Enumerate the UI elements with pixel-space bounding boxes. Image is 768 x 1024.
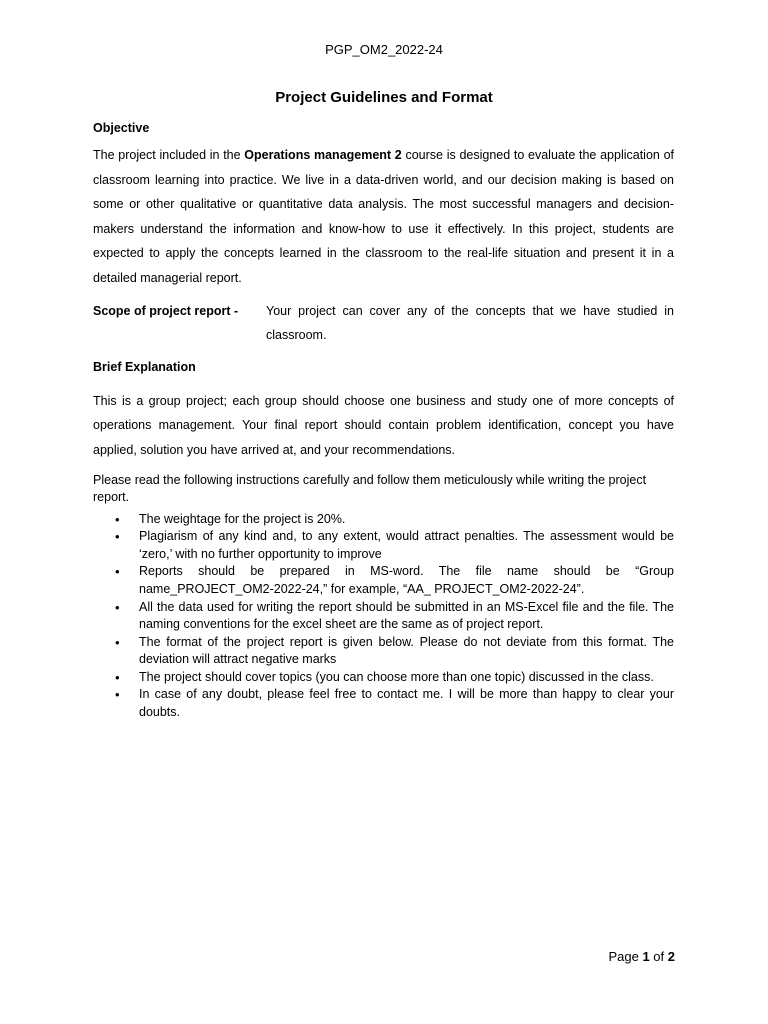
course-name: Operations management 2 <box>244 148 402 162</box>
brief-paragraph: This is a group project; each group should choose one business and study one of more concepts of operations management. Your final report should contain problem identification, concept you have applied, solution you have arrived at, and your recommendations. <box>93 393 674 457</box>
list-item: • Plagiarism of any kind and, to any extent, would attract penalties. The assessment would be ‘zero,’ with no further opportunity to improve <box>139 528 674 563</box>
list-item: • In case of any doubt, please feel free to contact me. I will be more than happy to clear your doubts. <box>139 686 674 721</box>
objective-text-after: course is designed to evaluate the application of classroom learning into practice. We live in a data-driven world, and our decision making is based on some or other qualitative or quantitative data analysis. The most successful managers and decision-makers understand the information and know-how to use it effectively. In this project, students are expected to apply the concepts learned in the classroom to the real-life situation and present it in a detailed managerial report. <box>93 148 674 285</box>
objective-paragraph <box>93 143 674 291</box>
list-item: • Reports should be prepared in MS-word. The file name should be “Group name_PROJECT_OM2-2022-24,” for example, “AA_ PROJECT_OM2-2022-24”. <box>139 563 674 598</box>
scope-label: Scope of project report - <box>93 303 239 318</box>
document-title: Project Guidelines and Format <box>275 89 493 106</box>
instructions-intro: Please read the following instructions carefully and follow them meticulously while writing the project report. <box>93 472 647 504</box>
scope-row <box>93 299 674 348</box>
brief-heading: Brief Explanation <box>93 359 196 374</box>
list-item: • All the data used for writing the report should be submitted in an MS-Excel file and the file. The naming conventions for the excel sheet are the same as of project report. <box>139 599 674 634</box>
page-header: PGP_OM2_2022-24 <box>325 42 443 57</box>
page-word: Page <box>608 949 639 964</box>
of-word: of <box>653 949 665 964</box>
document-body <box>93 118 674 722</box>
objective-text-before: The project included in the <box>93 148 245 162</box>
page-footer <box>608 949 675 964</box>
total-page-count: 2 <box>667 949 675 964</box>
list-item: • The format of the project report is given below. Please do not deviate from this format. The deviation will attract negative marks <box>139 634 674 669</box>
list-item: • The weightage for the project is 20%. <box>139 511 674 529</box>
objective-heading: Objective <box>93 121 150 135</box>
list-item: • The project should cover topics (you can choose more than one topic) discussed in the class. <box>139 669 674 687</box>
scope-text: Your project can cover any of the concepts that we have studied in classroom. <box>266 303 674 343</box>
instructions-list <box>93 511 674 722</box>
current-page-number: 1 <box>642 949 650 964</box>
